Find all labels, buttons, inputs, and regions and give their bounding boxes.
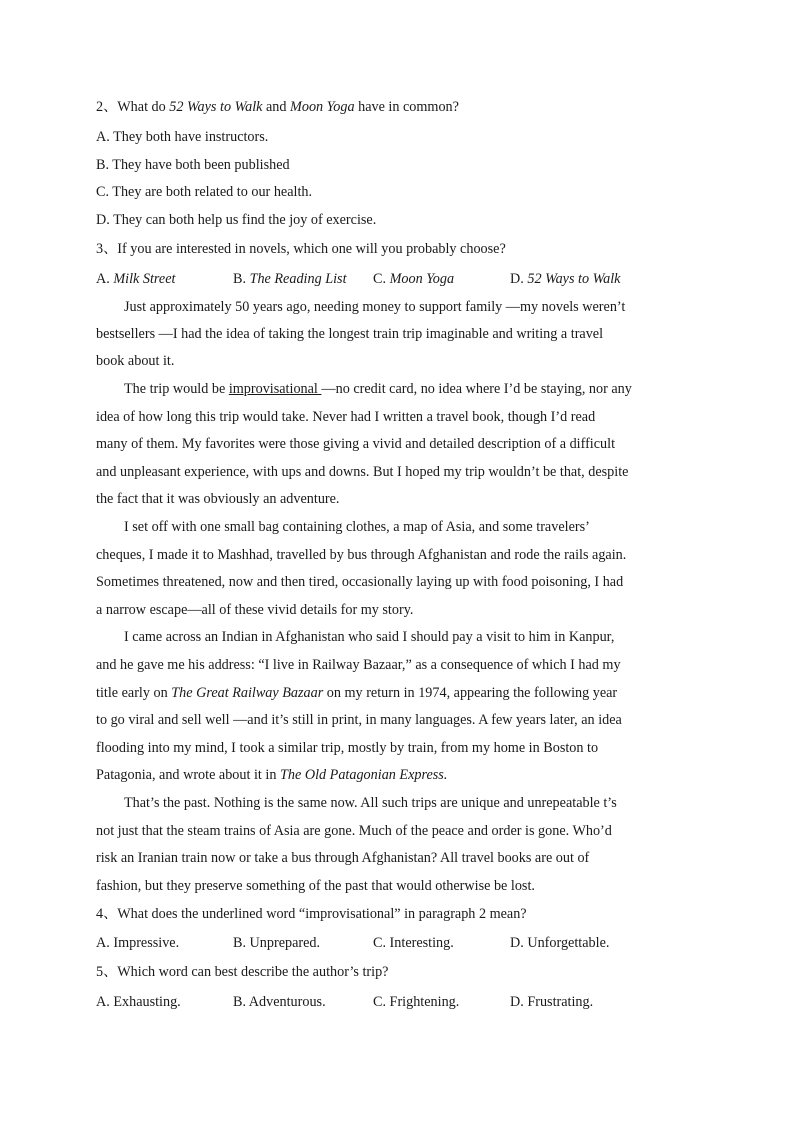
passage-line: Patagonia, and wrote about it in The Old Patagonian Express. [96, 767, 448, 783]
passage-line: cheques, I made it to Mashhad, travelled by bus through Afghanistan and rode the rails again. [96, 547, 627, 563]
passage-line: The trip would be improvisational —no credit card, no idea where I’d be staying, nor any [124, 381, 632, 397]
book-title: The Great Railway Bazaar [171, 685, 324, 701]
question-2-option-c: C. They are both related to our health. [96, 184, 313, 200]
question-5-option-c: C. Frightening. [373, 994, 460, 1010]
passage-line: a narrow escape—all of these vivid details for my story. [96, 602, 414, 618]
underlined-word: improvisational [228, 381, 322, 397]
question-4-option-a: A. Impressive. [96, 935, 180, 951]
passage-line: I came across an Indian in Afghanistan who said I should pay a visit to him in Kanpur, [124, 629, 615, 645]
passage-line: I set off with one small bag containing clothes, a map of Asia, and some travelers’ [124, 519, 590, 535]
passage-line: title early on The Great Railway Bazaar on my return in 1974, appearing the following year [96, 685, 618, 701]
question-3-option-c: C. Moon Yoga [373, 271, 455, 287]
passage-line: bestsellers —I had the idea of taking the longest train trip imaginable and writing a travel [96, 326, 604, 342]
passage-line: to go viral and sell well —and it’s still in print, in many languages. A few years later, an idea [96, 712, 622, 728]
passage-line: and unpleasant experience, with ups and downs. But I hoped my trip wouldn’t be that, despite [96, 464, 629, 480]
question-4-option-c: C. Interesting. [373, 935, 454, 951]
passage-line: That’s the past. Nothing is the same now. All such trips are unique and unrepeatable t’s [124, 795, 617, 811]
question-5-option-a: A. Exhausting. [96, 994, 181, 1010]
book-title: 52 Ways to Walk [169, 99, 263, 115]
passage-line: and he gave me his address: “I live in Railway Bazaar,” as a consequence of which I had my [96, 657, 621, 673]
passage-line: Sometimes threatened, now and then tired, occasionally laying up with food poisoning, I had [96, 574, 624, 590]
book-title: The Old Patagonian Express. [280, 767, 448, 783]
question-2-option-d: D. They can both help us find the joy of exercise. [96, 212, 377, 228]
question-5-stem: 5、Which word can best describe the author’s trip? [96, 964, 389, 980]
question-3-option-b: B. The Reading List [233, 271, 347, 287]
passage-line: not just that the steam trains of Asia are gone. Much of the peace and order is gone. Who’d [96, 823, 612, 839]
passage-line: Just approximately 50 years ago, needing money to support family —my novels weren’t [124, 299, 626, 315]
question-5-option-b: B. Adventurous. [233, 994, 326, 1010]
question-4-stem: 4、What does the underlined word “improvisational” in paragraph 2 mean? [96, 906, 527, 922]
question-5-option-d: D. Frustrating. [510, 994, 594, 1010]
question-4-option-d: D. Unforgettable. [510, 935, 610, 951]
question-3-option-d: D. 52 Ways to Walk [510, 271, 621, 287]
book-title: Moon Yoga [290, 99, 355, 115]
question-3-stem: 3、If you are interested in novels, which one will you probably choose? [96, 241, 506, 257]
question-2-option-a: A. They both have instructors. [96, 129, 269, 145]
question-3-option-a: A. Milk Street [96, 271, 176, 287]
passage-line: fashion, but they preserve something of the past that would otherwise be lost. [96, 878, 535, 894]
passage-line: risk an Iranian train now or take a bus through Afghanistan? All travel books are out of [96, 850, 590, 866]
question-2-stem: 2、What do 52 Ways to Walk and Moon Yoga have in common? [96, 99, 459, 115]
question-2-option-b: B. They have both been published [96, 157, 290, 173]
question-4-option-b: B. Unprepared. [233, 935, 321, 951]
passage-line: idea of how long this trip would take. Never had I written a travel book, though I’d read [96, 409, 596, 425]
passage-line: flooding into my mind, I took a similar trip, mostly by train, from my home in Boston to [96, 740, 599, 756]
passage-line: book about it. [96, 353, 175, 369]
passage-line: the fact that it was obviously an adventure. [96, 491, 340, 507]
passage-line: many of them. My favorites were those giving a vivid and detailed description of a difficult [96, 436, 616, 452]
